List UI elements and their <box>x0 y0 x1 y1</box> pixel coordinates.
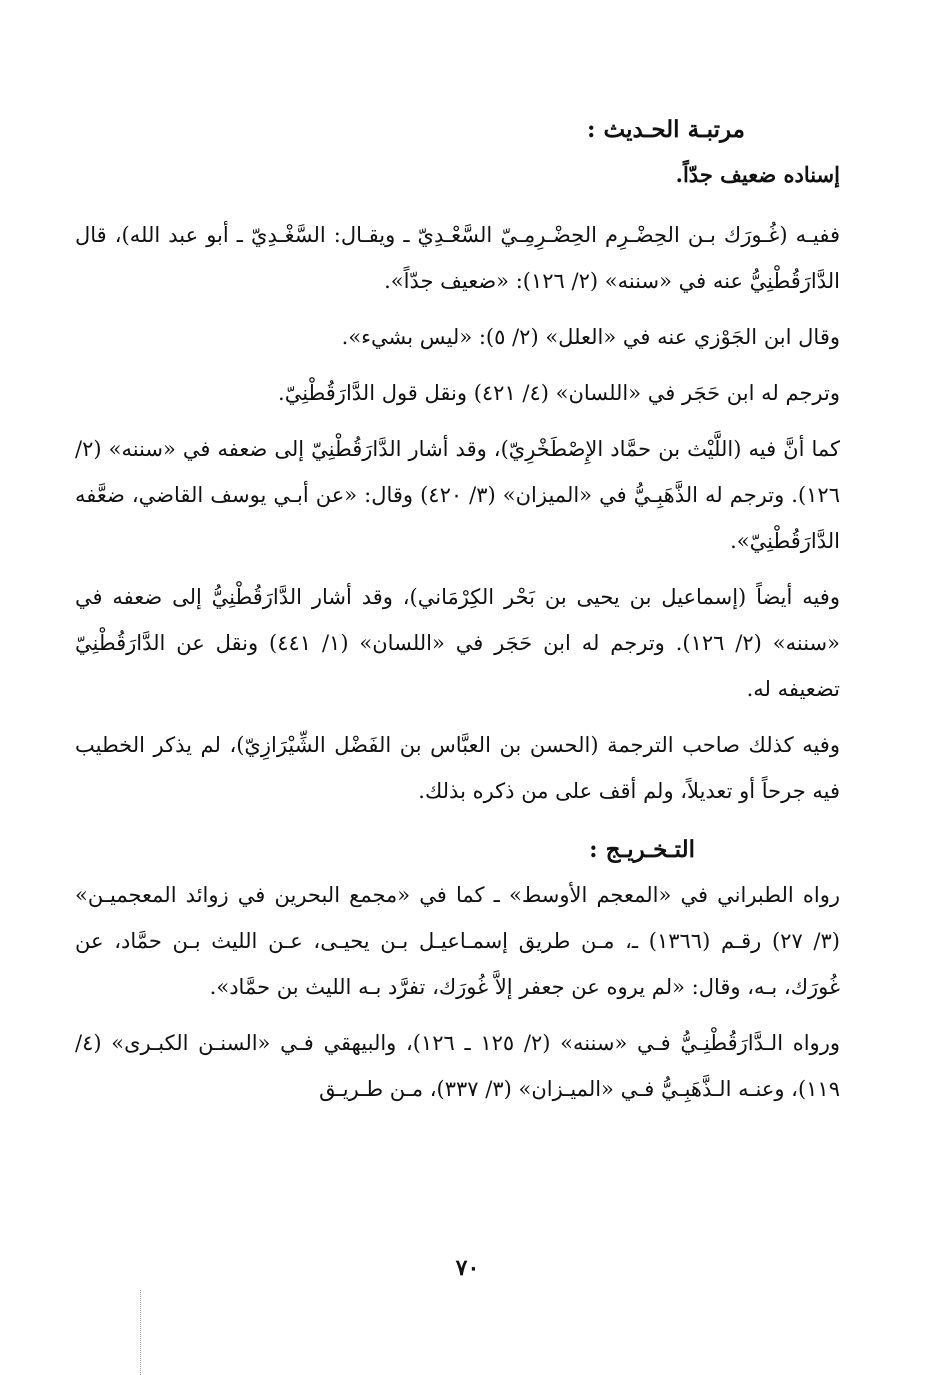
paragraph-ghawrak: ففيـه (غُـورَك بـن الحِضْـرِم الحِضْـرِمِـيّ السَّعْـدِيّ ـ ويقـال: السَّغْـدِيّ ـ أبو عبد الله)، قال الدَّارَقُطْنِيُّ عنه في «سننه» (٢/ ١٢٦): «ضعيف جدّاً». <box>75 223 840 293</box>
paragraph-ibn-hajar: وترجم له ابن حَجَر في «اللسان» (٤/ ٤٢١) ونقل قول الدَّارَقُطْنِيّ. <box>278 381 840 405</box>
scan-margin-line <box>140 1290 141 1375</box>
heading-hadith-status: مرتبـة الحـديث : <box>587 116 745 143</box>
paragraph-tabarani: رواه الطبراني في «المعجم الأوسط» ـ كما في «مجمع البحرين في زوائد المعجميـن» (٣/ ٢٧) رقـم (١٣٦٦) ـ، مـن طريق إسمـاعيـل بـن يحيـى، عـن الليث بـن حمَّاد، عن غُورَك، بـه، وقال: «لم يروه عن جعفر إلاَّ غُورَك، تفرَّد بـه الليث بن حمَّاد». <box>75 883 840 999</box>
paragraph-layth: كما أنَّ فيه (اللَّيْث بن حمَّاد الإِصْطَخْرِيّ)، وقد أشار الدَّارَقُطْنِيّ إلى ضعفه في «سننه» (٢/ ١٢٦). وترجم له الذَّهَبِـيُّ في «الميزان» (٣/ ٤٢٠) وقال: «عن أبـي يوسف القاضي، ضعَّفه الدَّارَقُطْنِيّ». <box>75 437 840 553</box>
paragraph-isnad-verdict: إسناده ضعيف جدّاً. <box>675 162 840 187</box>
paragraph-hasan: وفيه كذلك صاحب الترجمة (الحسن بن العبَّاس بن الفَضْل الشِّيْرَازِيّ)، لم يذكر الخطيب فيه جرحاً أو تعديلاً، ولم أقف على من ذكره بذلك. <box>75 733 840 803</box>
page-number: ٧٠ <box>455 1255 480 1281</box>
paragraph-ibn-jawzi: وقال ابن الجَوْزي عنه في «العلل» (٢/ ٥): «ليس بشيء». <box>341 325 840 349</box>
paragraph-daraqutni: ورواه الـدَّارَقُطْنِـيُّ فـي «سننه» (٢/ ١٢٥ ـ ١٢٦)، والبيهقي فـي «السنـن الكبـرى» (٤/ ١١٩)، وعنـه الـذَّهَبِـيُّ فـي «الميـزان» (٣/ ٣٣٧)، مـن طـريـق <box>75 1031 840 1101</box>
heading-takhrij: التـخـريـج : <box>589 836 695 863</box>
page-body <box>75 108 840 1122</box>
paragraph-ismail: وفيه أيضاً (إسماعيل بن يحيى بن بَحْر الكِرْمَاني)، وقد أشار الدَّارَقُطْنِيُّ إلى ضعفه في «سننه» (٢/ ١٢٦). وترجم له ابن حَجَر في «اللسان» (١/ ٤٤١) ونقل عن الدَّارَقُطْنِيّ تضعيفه له. <box>75 585 840 701</box>
